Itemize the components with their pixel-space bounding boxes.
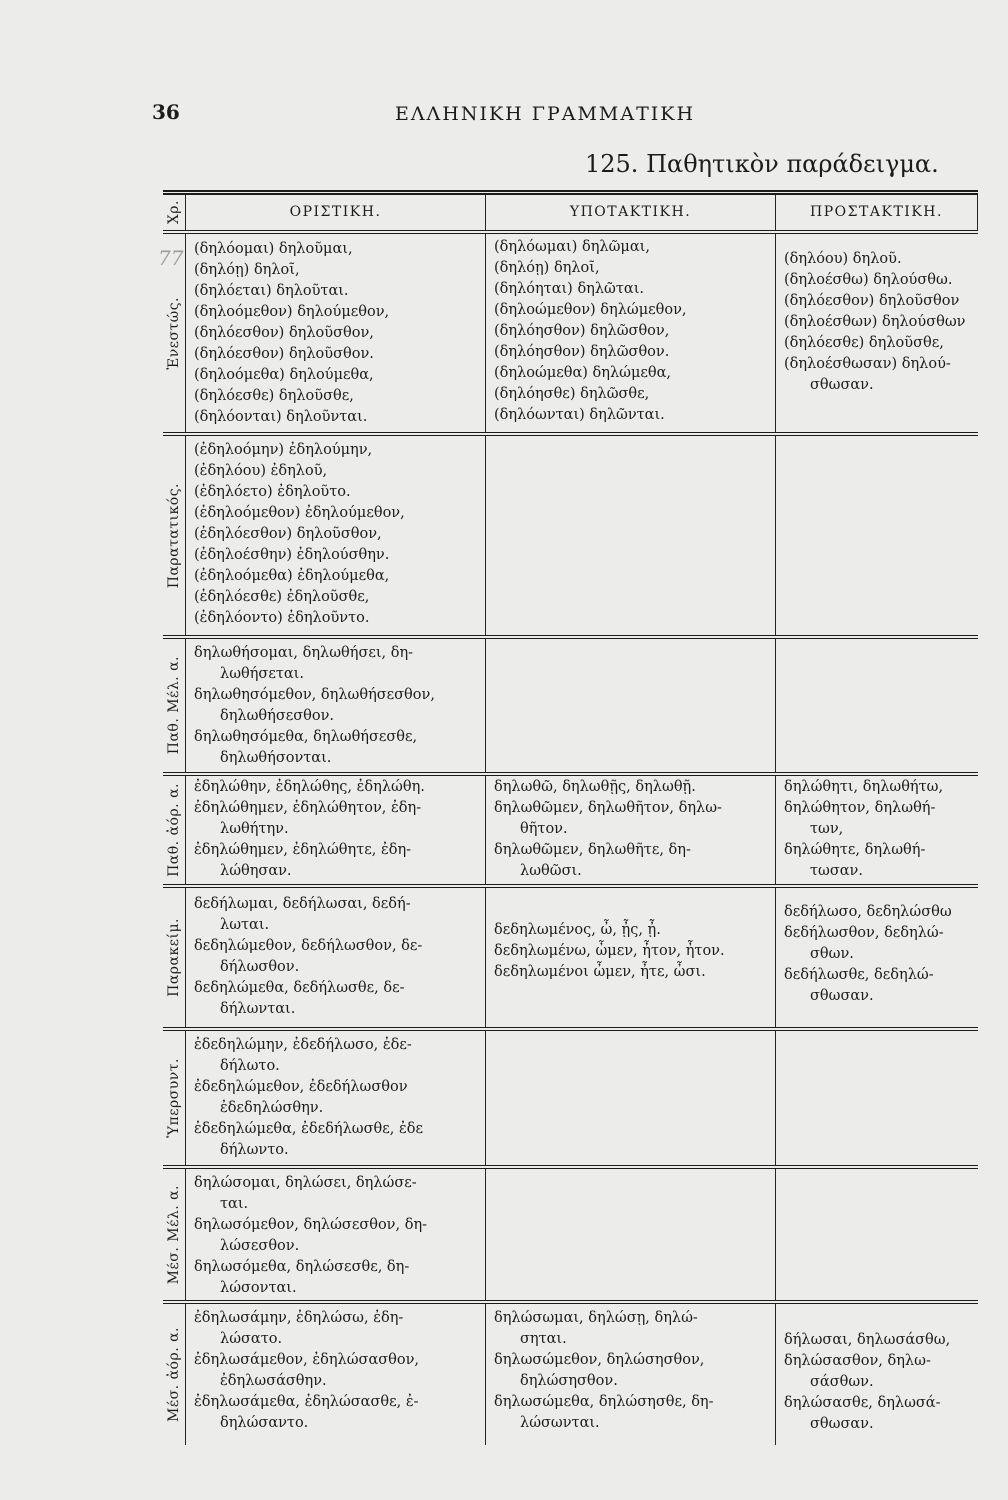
form-line: θῆτον. [520,821,568,837]
form-line: δεδήλωσθον, δεδηλώ- [784,925,944,941]
subjunctive-cell [485,234,775,432]
tense-label-cell [163,234,185,432]
tense-label: Ὑπερσυντ. [165,1058,182,1138]
form-line: (δηλόεσθον) δηλοῦσθον. [194,346,374,362]
subjunctive-cell [485,639,775,772]
indicative-cell [185,888,485,1027]
form-line: (ἐδηλοόμεθα) ἐδηλούμεθα, [194,568,390,584]
tense-label-cell [163,1169,185,1300]
row-aorist-passive [163,772,978,884]
form-line: δήλωσαι, δηλωσάσθω, [784,1332,951,1348]
row-pluperfect [163,1027,978,1165]
form-line: λώθησαν. [220,863,292,879]
imperative-cell [775,776,978,884]
form-line: (ἐδηλόετο) ἐδηλοῦτο. [194,484,351,500]
form-line: σηται. [520,1331,567,1347]
imperative-cell [775,1169,978,1300]
form-line: δηλώσησθον. [520,1373,618,1389]
form-line: δηλωθήσομαι, δηλωθήσει, δη- [194,645,414,661]
form-line: ἐδηλωσάμην, ἐδηλώσω, ἐδη- [194,1310,404,1326]
table-header-row [163,190,978,230]
form-line: (ἐδηλόεσθον) δηλοῦσθον, [194,526,382,542]
row-future-passive [163,635,978,772]
page-number: 36 [152,100,180,124]
row-future-middle [163,1165,978,1300]
form-line: δηλώθητε, δηλωθή- [784,842,926,858]
form-line: δηλωθῶμεν, δηλωθῆτε, δη- [494,842,691,858]
form-line: ἐδηλωσάμεθα, ἐδηλώσασθε, ἐ- [194,1394,419,1410]
form-line: (δηλόου) δηλοῦ. [784,251,902,267]
form-line: (δηλόῃ) δηλοῖ, [194,262,300,278]
form-line: (ἐδηλόοντο) ἐδηλοῦντο. [194,610,370,626]
indicative-cell [185,776,485,884]
form-line: (δηλόονται) δηλοῦνται. [194,409,368,425]
subjunctive-cell [485,436,775,635]
header-imperative: ΠΡΟΣΤΑΚΤΙΚΗ. [775,195,978,230]
form-line: ἐδηλωσάμεθον, ἐδηλώσασθον, [194,1352,420,1368]
form-line: δεδηλωμένοι ὦμεν, ἦτε, ὦσι. [494,964,706,980]
paradigm-table [163,190,978,1445]
form-line: σθωσαν. [810,377,874,393]
form-line: (ἐδηλοόμεθον) ἐδηλούμεθον, [194,505,405,521]
form-line: σθων. [810,946,854,962]
form-line: δηλώθητον, δηλωθή- [784,800,936,816]
tense-label-cell [163,436,185,635]
form-line: (δηλόησθον) δηλῶσθον. [494,344,670,360]
form-line: δηλωθῶμεν, δηλωθῆτον, δηλω- [494,800,722,816]
form-line: δεδήλωμαι, δεδήλωσαι, δεδή- [194,896,411,912]
form-line: (δηλόωμαι) δηλῶμαι, [494,239,650,255]
form-line: ἐδεδηλώμεθον, ἐδεδήλωσθον [194,1079,408,1095]
header-tense-label: Χρ. [165,200,182,225]
tense-label: Παρακείμ. [165,918,182,997]
form-line: (ἐδηλοόμην) ἐδηλούμην, [194,442,373,458]
form-line: (δηλοώμεθον) δηλώμεθον, [494,302,687,318]
row-imperfect [163,432,978,635]
form-line: δηλωθήσεσθον. [220,708,335,724]
form-line: δήλωτο. [220,1058,280,1074]
tense-label: Μέσ. Μέλ. α. [165,1184,182,1285]
form-line: λώσεσθον. [220,1238,300,1254]
indicative-cell [185,1031,485,1165]
tense-label-cell [163,639,185,772]
form-line: (δηλοόμεθον) δηλούμεθον, [194,304,390,320]
tense-label-cell [163,1304,185,1445]
form-line: σάσθων. [810,1374,874,1390]
form-line: (δηλοώμεθα) δηλώμεθα, [494,365,672,381]
subjunctive-cell [485,1169,775,1300]
imperative-cell [775,234,978,432]
form-line: λωθῶσι. [520,863,582,879]
form-line: (ἐδηλόεσθε) ἐδηλοῦσθε, [194,589,370,605]
form-line: δηλωθήσονται. [220,750,332,766]
form-line: δηλωσώμεθα, δηλώσησθε, δη- [494,1394,714,1410]
indicative-cell [185,234,485,432]
form-line: ἐδεδηλώμεθα, ἐδεδήλωσθε, ἐδε [194,1121,423,1137]
form-line: ἐδηλώθην, ἐδηλώθης, ἐδηλώθη. [194,779,425,795]
row-present [163,230,978,432]
form-line: (ἐδηλοέσθην) ἐδηλούσθην. [194,547,390,563]
form-line: δηλώσαντο. [220,1415,309,1431]
form-line: (δηλόεσθε) δηλοῦσθε, [784,335,944,351]
form-line: δηλώσασθε, δηλωσά- [784,1395,941,1411]
indicative-cell [185,1169,485,1300]
form-line: (δηλοέσθων) δηλούσθων [784,314,966,330]
subjunctive-cell [485,776,775,884]
imperative-cell [775,436,978,635]
section-title: 125. Παθητικὸν παράδειγμα. [585,150,939,178]
form-line: δεδηλώμεθα, δεδήλωσθε, δε- [194,980,405,996]
form-line: λωται. [220,917,270,933]
tense-label: Παθ. ἀόρ. α. [165,783,182,877]
row-perfect [163,884,978,1027]
form-line: λωθήσεται. [220,666,304,682]
form-line: δεδηλώμεθον, δεδήλωσθον, δε- [194,938,423,954]
subjunctive-cell [485,1304,775,1445]
form-line: δεδήλωσο, δεδηλώσθω [784,904,952,920]
form-line: δηλωθῶ, δηλωθῇς, δηλωθῇ. [494,779,696,795]
header-subjunctive: ΥΠΟΤΑΚΤΙΚΗ. [485,195,775,230]
imperative-cell [775,1304,978,1445]
running-head: ΕΛΛΗΝΙΚΗ ΓΡΑΜΜΑΤΙΚΗ [394,103,696,125]
form-line: δήλωντο. [220,1142,289,1158]
form-line: λώσατο. [220,1331,283,1347]
form-line: δεδήλωσθε, δεδηλώ- [784,967,934,983]
form-line: δηλωσώμεθον, δηλώσησθον, [494,1352,705,1368]
subjunctive-cell [485,888,775,1027]
subjunctive-cell [485,1031,775,1165]
form-line: λώσωνται. [520,1415,600,1431]
tense-label: Μέσ. ἀόρ. α. [165,1327,182,1422]
form-line: (δηλόησθον) δηλῶσθον, [494,323,670,339]
form-line: δηλωσόμεθον, δηλώσεσθον, δη- [194,1217,428,1233]
form-line: (δηλόεσθον) δηλοῦσθον, [194,325,374,341]
tense-label-cell [163,1031,185,1165]
form-line: των, [810,821,844,837]
form-line: λώσονται. [220,1280,297,1296]
form-line: (δηλοέσθωσαν) δηλού- [784,356,951,372]
form-line: ἐδηλώθημεν, ἐδηλώθητε, ἐδη- [194,842,412,858]
form-line: δηλώθητι, δηλωθήτω, [784,779,944,795]
form-line: (δηλόῃ) δηλοῖ, [494,260,600,276]
tense-label: Παθ. Μέλ. α. [165,656,182,755]
imperative-cell [775,888,978,1027]
form-line: δήλωσθον. [220,959,300,975]
indicative-cell [185,639,485,772]
form-line: (δηλόωνται) δηλῶνται. [494,407,665,423]
tense-label-cell [163,888,185,1027]
form-line: ἐδεδηλώμην, ἐδεδήλωσο, ἐδε- [194,1037,412,1053]
form-line: (δηλόεται) δηλοῦται. [194,283,349,299]
form-line: (δηλόεσθε) δηλοῦσθε, [194,388,354,404]
row-aorist-middle [163,1300,978,1445]
margin-note: 77 [158,246,184,270]
form-line: δηλώσωμαι, δηλώσῃ, δηλώ- [494,1310,698,1326]
form-line: δήλωνται. [220,1001,296,1017]
form-line: δεδηλωμένω, ὦμεν, ἦτον, ἦτον. [494,943,725,959]
form-line: (δηλόομαι) δηλοῦμαι, [194,241,353,257]
tense-label: Παρατατικός. [165,482,182,589]
form-line: σθωσαν. [810,1416,874,1432]
imperative-cell [775,1031,978,1165]
form-line: δηλωθησόμεθον, δηλωθήσεσθον, [194,687,435,703]
form-line: (δηλόησθε) δηλῶσθε, [494,386,650,402]
form-line: τωσαν. [810,863,863,879]
form-line: δηλώσομαι, δηλώσει, δηλώσε- [194,1175,417,1191]
form-line: δηλωθησόμεθα, δηλωθήσεσθε, [194,729,418,745]
form-line: δηλωσόμεθα, δηλώσεσθε, δη- [194,1259,410,1275]
form-line: δεδηλωμένος, ὦ, ᾖς, ᾖ. [494,922,661,938]
header-tense [163,195,185,230]
form-line: σθωσαν. [810,988,874,1004]
imperative-cell [775,639,978,772]
form-line: ται. [220,1196,249,1212]
form-line: ἐδηλωσάσθην. [220,1373,327,1389]
form-line: (ἐδηλόου) ἐδηλοῦ, [194,463,328,479]
tense-label: Ἐνεστώς. [165,296,182,370]
form-line: (δηλόηται) δηλῶται. [494,281,644,297]
indicative-cell [185,436,485,635]
form-line: (δηλόεσθον) δηλοῦσθον [784,293,960,309]
form-line: ἐδεδηλώσθην. [220,1100,324,1116]
form-line: (δηλοέσθω) δηλούσθω. [784,272,953,288]
indicative-cell [185,1304,485,1445]
form-line: λωθήτην. [220,821,289,837]
header-indicative: ΟΡΙΣΤΙΚΗ. [185,195,485,230]
form-line: (δηλοόμεθα) δηλούμεθα, [194,367,374,383]
form-line: ἐδηλώθημεν, ἐδηλώθητον, ἐδη- [194,800,422,816]
tense-label-cell [163,776,185,884]
form-line: δηλώσασθον, δηλω- [784,1353,931,1369]
